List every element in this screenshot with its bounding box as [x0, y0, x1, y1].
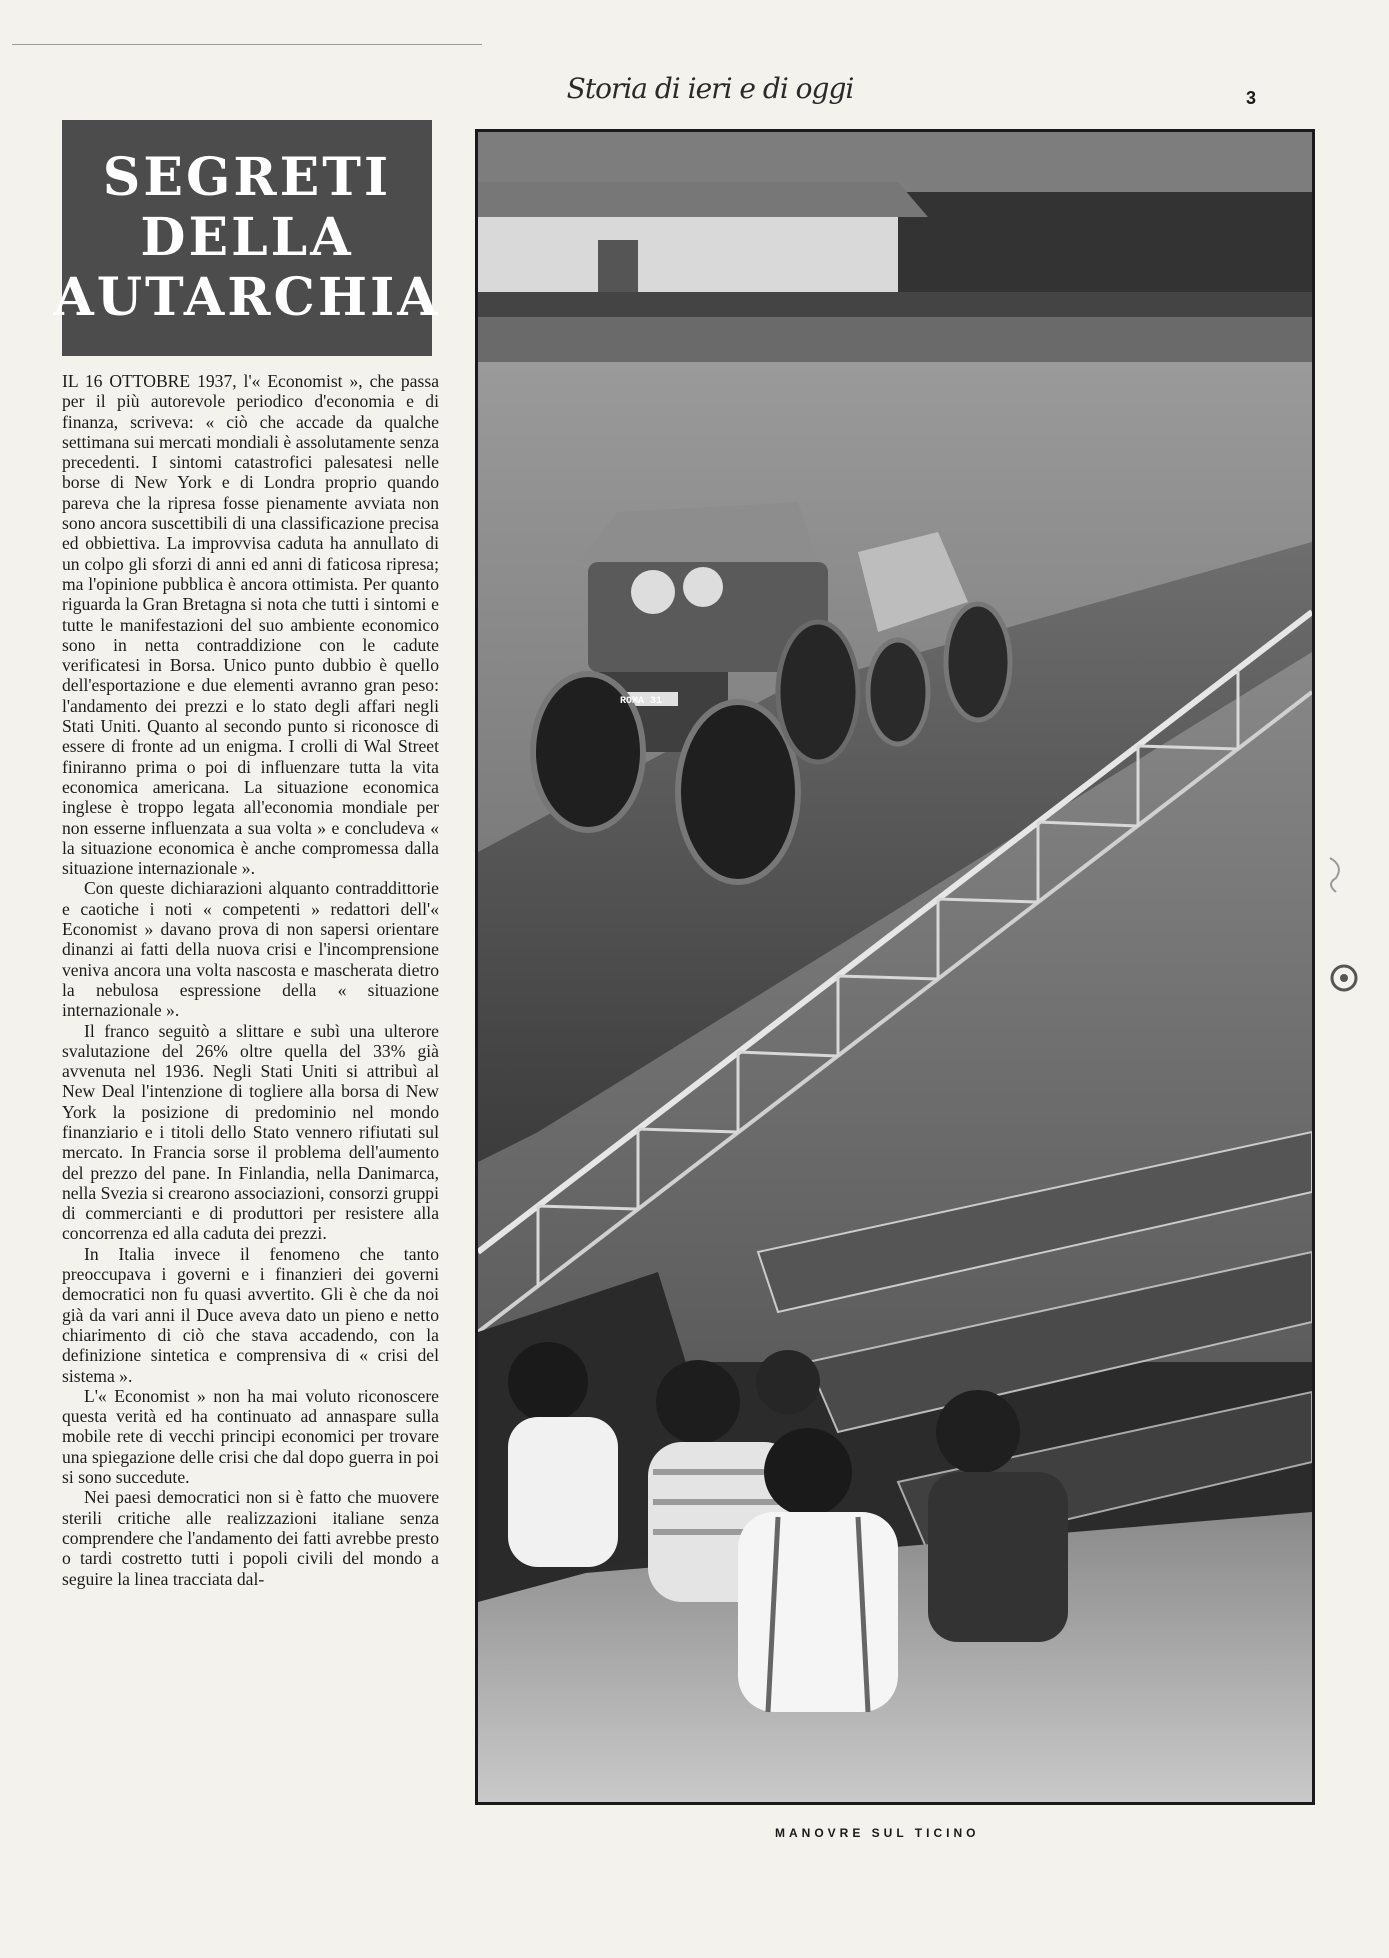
tractor-plate: ROMA 31	[620, 696, 663, 707]
embankment	[478, 317, 1312, 362]
running-head: Storia di ieri e di oggi	[566, 72, 854, 105]
building-facade	[478, 217, 898, 292]
article-paragraph: Con queste dichiarazioni alquanto contraddittorie e caotiche i noti « competenti » redattori dell'« Economist » davano prova di non sapersi orientare dinanzi ai fatti della nuova crisi e l'incomprensione veniva ancora una volta nascosta e mascherata dietro la nebulosa espressione della « situazione internazionale ».	[62, 878, 439, 1021]
page-number: 3	[1246, 88, 1257, 108]
article-paragraph: L'« Economist » non ha mai voluto riconoscere questa verità ed ha continuato ad annaspare sulla mobile rete di vecchi principi economici per trovare una spiegazione delle crisi che dal dopo guerra in poi si sono succedute.	[62, 1385, 439, 1488]
title-block	[53, 120, 441, 356]
title-line-1: SEGRETI	[102, 147, 392, 208]
article-body	[62, 371, 439, 1589]
far-bank	[478, 292, 1312, 317]
article-paragraph: In Italia invece il fenomeno che tanto preoccupava i governi e i finanzieri dei governi democratici non fu quasi avvertito. Gli è che da noi già da vari anni il Duce aveva dato un pieno e netto chiarimento di ciò che stava accadendo, con la definizione sintetica e comprensiva di « crisi del sistema ».	[62, 1243, 439, 1386]
article-paragraph: Il franco seguitò a slittare e subì una ulterore svalutazione del 26% oltre quella del 33% già avvenuta nel 1936. Negli Stati Uniti si attribuì al New Deal l'intenzione di togliere alla borsa di New York la posizione di predominio nel mondo finanziario e i titoli dello Stato vennero rifiutati sul mercato. In Francia sorse il problema dell'aumento del prezzo del pane. In Finlandia, nella Danimarca, nella Svezia si crearono associazioni, consorzi gruppi di commercianti e di produttori per resistere alla concorrenza ed alla caduta dei prezzi.	[62, 1020, 439, 1244]
photo-pontoon-bridge	[475, 129, 1315, 1805]
top-rule	[12, 44, 482, 45]
article-paragraph: Nei paesi democratici non si è fatto che muovere sterili critiche alle realizzazioni italiane senza comprendere che l'andamento dei fatti avrebbe presto o tardi costretto tutti i popoli civili del mondo a seguire la linea tracciata dal-	[62, 1487, 439, 1589]
building-roof	[478, 182, 928, 217]
margin-ornament	[1322, 848, 1362, 1028]
title-line-3: AUTARCHIA	[53, 267, 441, 328]
building-door	[598, 240, 638, 292]
title-line-2: DELLA	[140, 207, 354, 268]
article-paragraph: IL 16 OTTOBRE 1937, l'« Economist », che passa per il più autorevole periodico d'economia e di finanza, scriveva: « ciò che accade da qualche settimana sui mercati mondiali è assolutamente senza precedenti. I sintomi catastrofici palesatesi nelle borse di New York e di Londra proprio quando pareva che la ripresa fosse pienamente avviata non sono ancora suscettibili di una classificazione precisa ed obbiettiva. La improvvisa caduta ha annullato di un colpo gli sforzi di anni ed anni di faticosa ripresa; ma l'opinione pubblica è ancora ottimista. Per quanto riguarda la Gran Bretagna si nota che tutti i sintomi e tutte le manifestazioni del suo ambiente economico sono in netta contraddizione con le cadute verificatesi in Borsa. Unico punto dubbio è quello dell'esportazione e due elementi avranno gran peso: l'andamento dei prezzi e lo stato degli affari negli Stati Uniti. Quanto al secondo punto si riconosce di essere di fronte ad un enigma. I crolli di Wal Street finiranno prima o poi di influenzare tutta la vita economica americana. La situazione economica inglese è troppo legata all'economia mondiale per non esserne influenzata a sua volta » e concludeva « la situazione economica è anche compromessa dalla situazione internazionale ».	[62, 371, 439, 879]
photo-illustration	[478, 132, 1312, 1802]
photo-caption: MANOVRE SUL TICINO	[775, 1826, 980, 1840]
